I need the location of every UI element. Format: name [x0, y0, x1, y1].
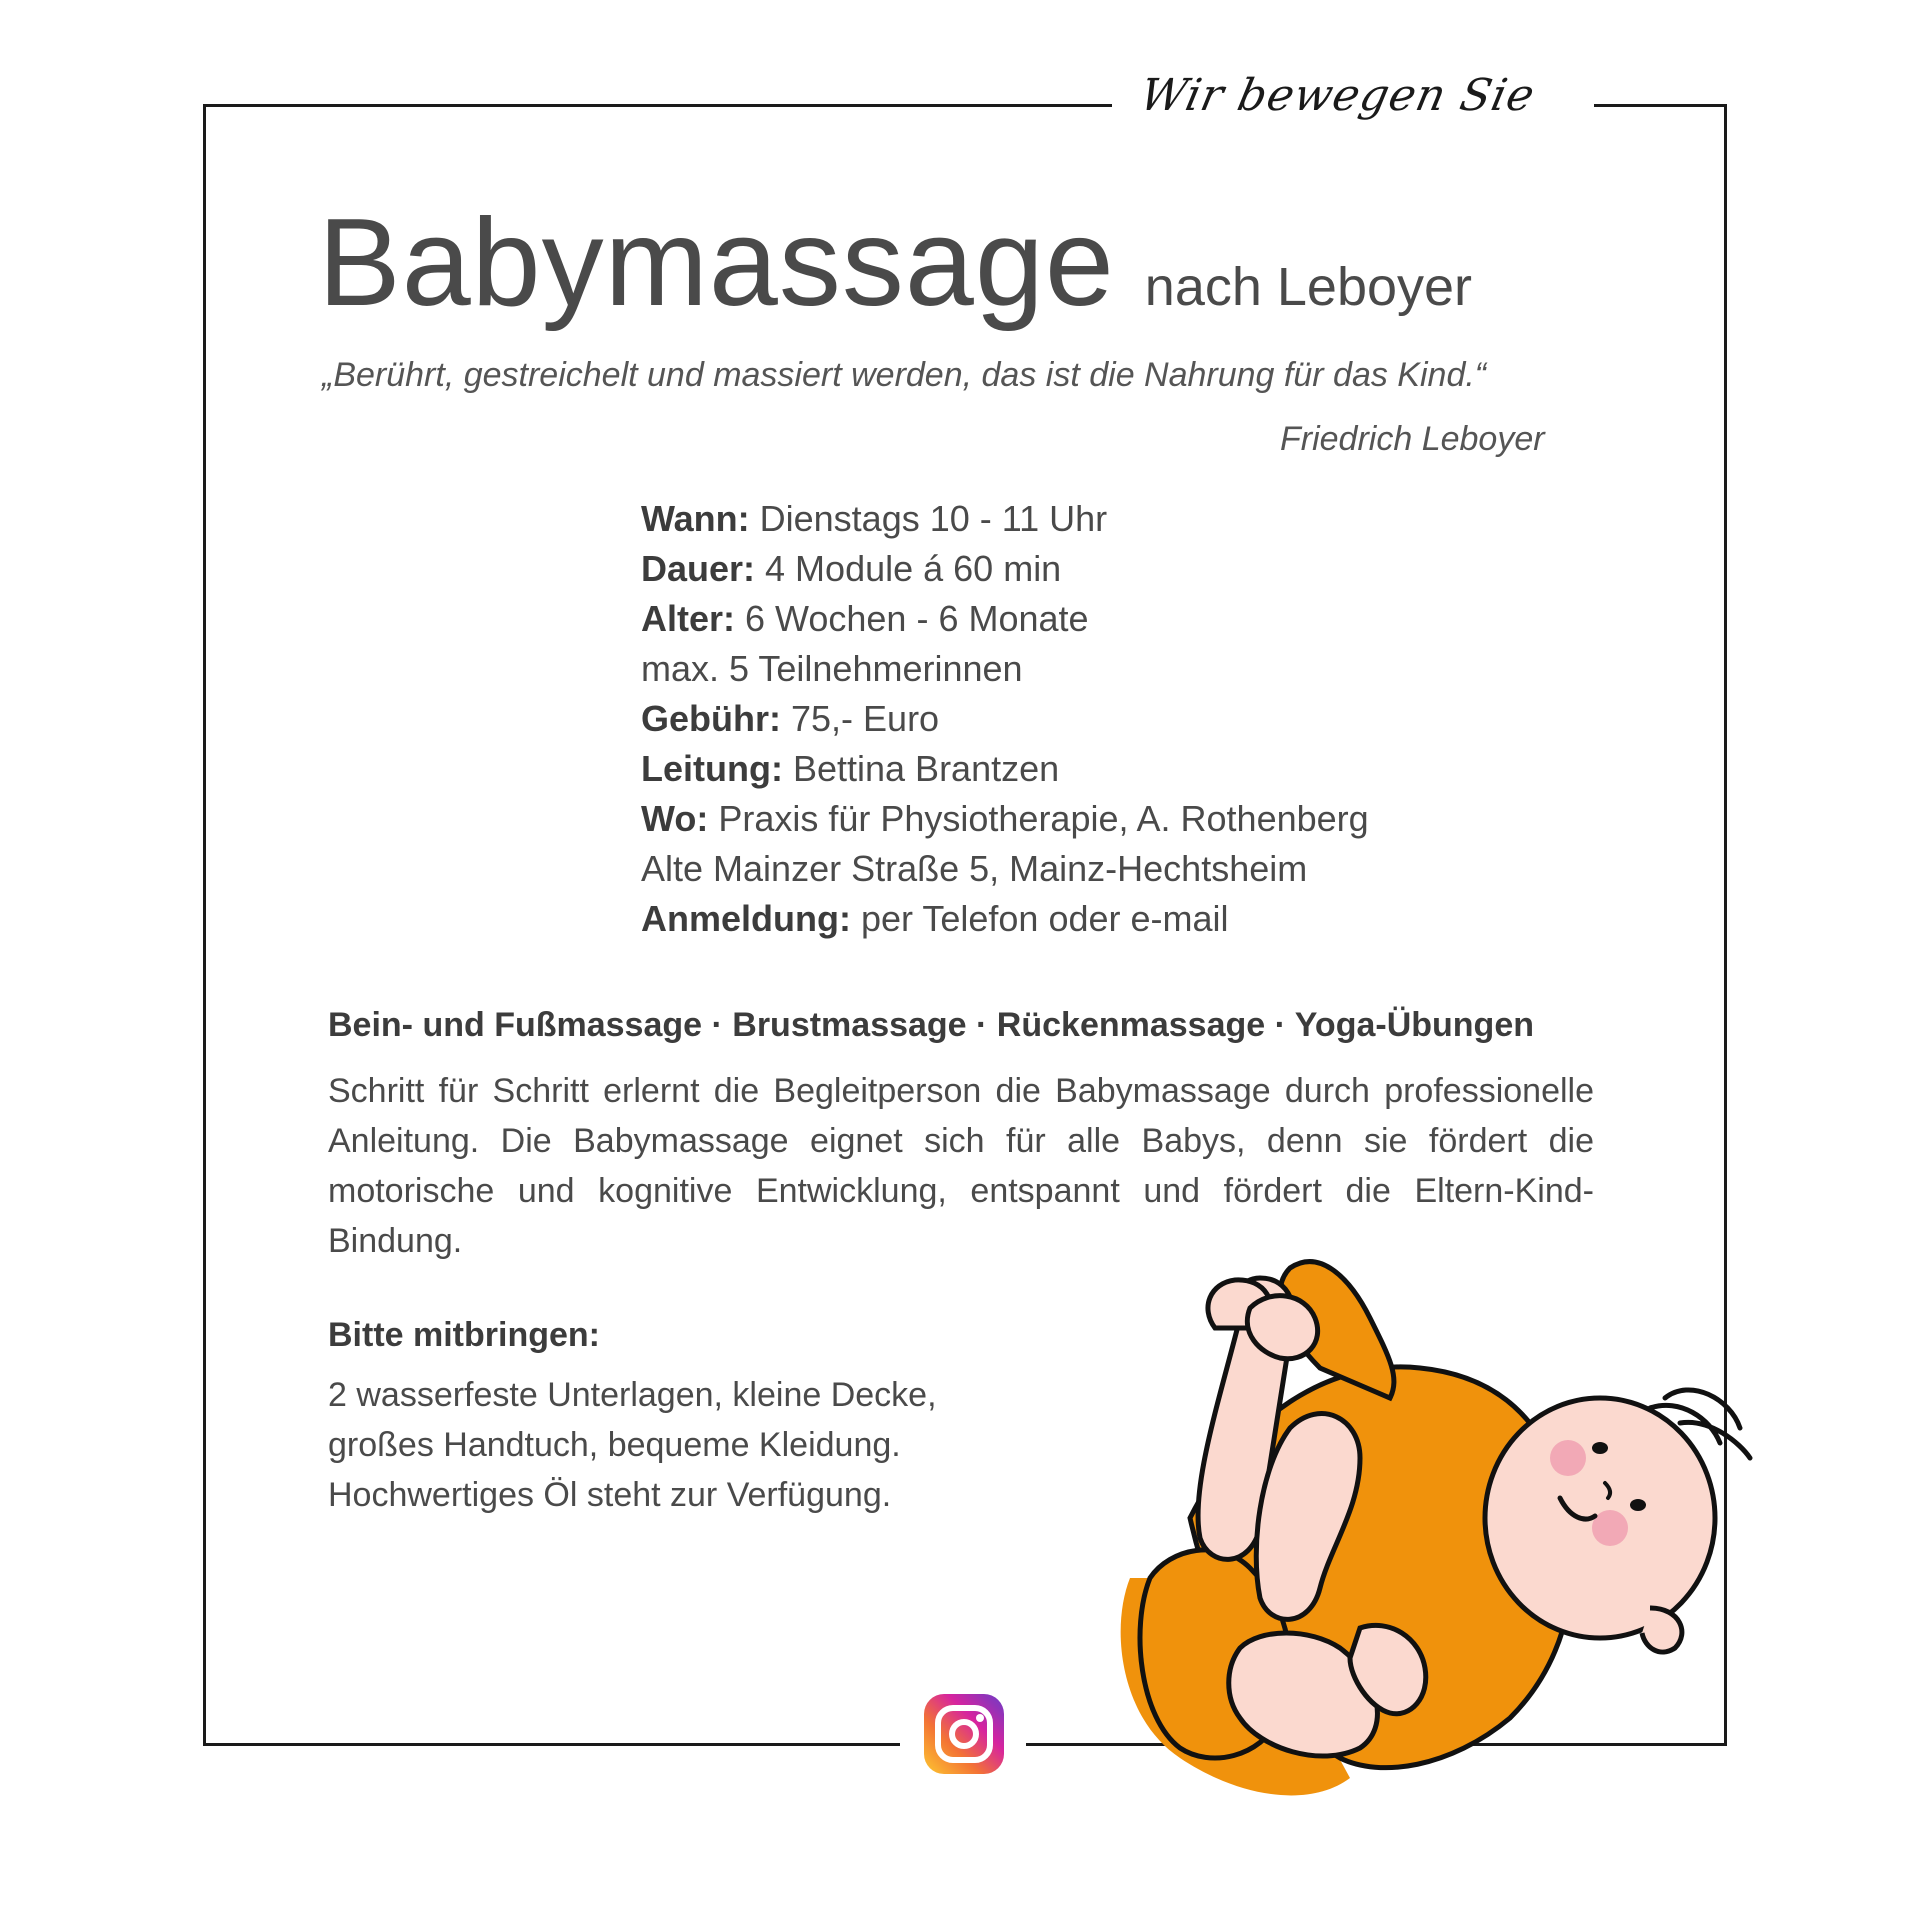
detail-value: Alte Mainzer Straße 5, Mainz-Hechtsheim: [641, 848, 1308, 889]
bring-item: Hochwertiges Öl steht zur Verfügung.: [328, 1476, 892, 1514]
baby-illustration: [1090, 1248, 1790, 1828]
title-main: Babymassage: [318, 194, 1115, 332]
detail-label: Wann:: [641, 498, 750, 539]
detail-label: Anmeldung:: [641, 898, 851, 939]
slogan-handwritten: Wir bewegen Sie: [1135, 70, 1540, 121]
detail-row-age: [641, 594, 1369, 644]
quote-author: Friedrich Leboyer: [1280, 420, 1545, 458]
detail-label: Wo:: [641, 798, 709, 839]
bring-item: großes Handtuch, bequeme Kleidung.: [328, 1426, 901, 1464]
instagram-icon[interactable]: [922, 1692, 1006, 1776]
detail-value: max. 5 Teilnehmerinnen: [641, 648, 1023, 689]
features-list: Bein- und Fußmassage · Brustmassage · Rückenmassage · Yoga-Übungen: [328, 1006, 1535, 1044]
detail-value: 4 Module á 60 min: [755, 548, 1062, 589]
title-subtitle: nach Leboyer: [1144, 257, 1473, 317]
detail-row-registration: [641, 894, 1369, 944]
detail-row-location: [641, 794, 1369, 844]
course-details: [641, 494, 1369, 944]
detail-value: 75,- Euro: [781, 698, 940, 739]
detail-row-fee: [641, 694, 1369, 744]
detail-value: Dienstags 10 - 11 Uhr: [749, 498, 1108, 539]
bring-list: [328, 1370, 937, 1520]
detail-row-address: [641, 844, 1369, 894]
bring-item: 2 wasserfeste Unterlagen, kleine Decke,: [328, 1376, 937, 1414]
quote-text: „Berührt, gestreichelt und massiert werden, das ist die Nahrung für das Kind.“: [322, 356, 1487, 394]
detail-row-participants: [641, 644, 1369, 694]
detail-label: Dauer:: [641, 548, 756, 589]
detail-value: 6 Wochen - 6 Monate: [735, 598, 1089, 639]
page-title: [318, 192, 1472, 334]
detail-label: Alter:: [641, 598, 736, 639]
detail-label: Gebühr:: [641, 698, 781, 739]
bring-heading: Bitte mitbringen:: [328, 1316, 600, 1354]
detail-row-when: [641, 494, 1369, 544]
detail-value: Bettina Brantzen: [782, 748, 1060, 789]
detail-row-duration: [641, 544, 1369, 594]
detail-row-instructor: [641, 744, 1369, 794]
description-text: Schritt für Schritt erlernt die Begleitperson die Babymassage durch professionelle Anleitung. Die Babymassage eignet sich für alle Babys, denn sie fördert die motorische und kognitive Entwicklung, entspannt und fördert die Eltern-Kind-Bindung.: [328, 1072, 1594, 1260]
detail-value: per Telefon oder e-mail: [850, 898, 1229, 939]
detail-value: Praxis für Physiotherapie, A. Rothenberg: [708, 798, 1369, 839]
detail-label: Leitung:: [641, 748, 783, 789]
